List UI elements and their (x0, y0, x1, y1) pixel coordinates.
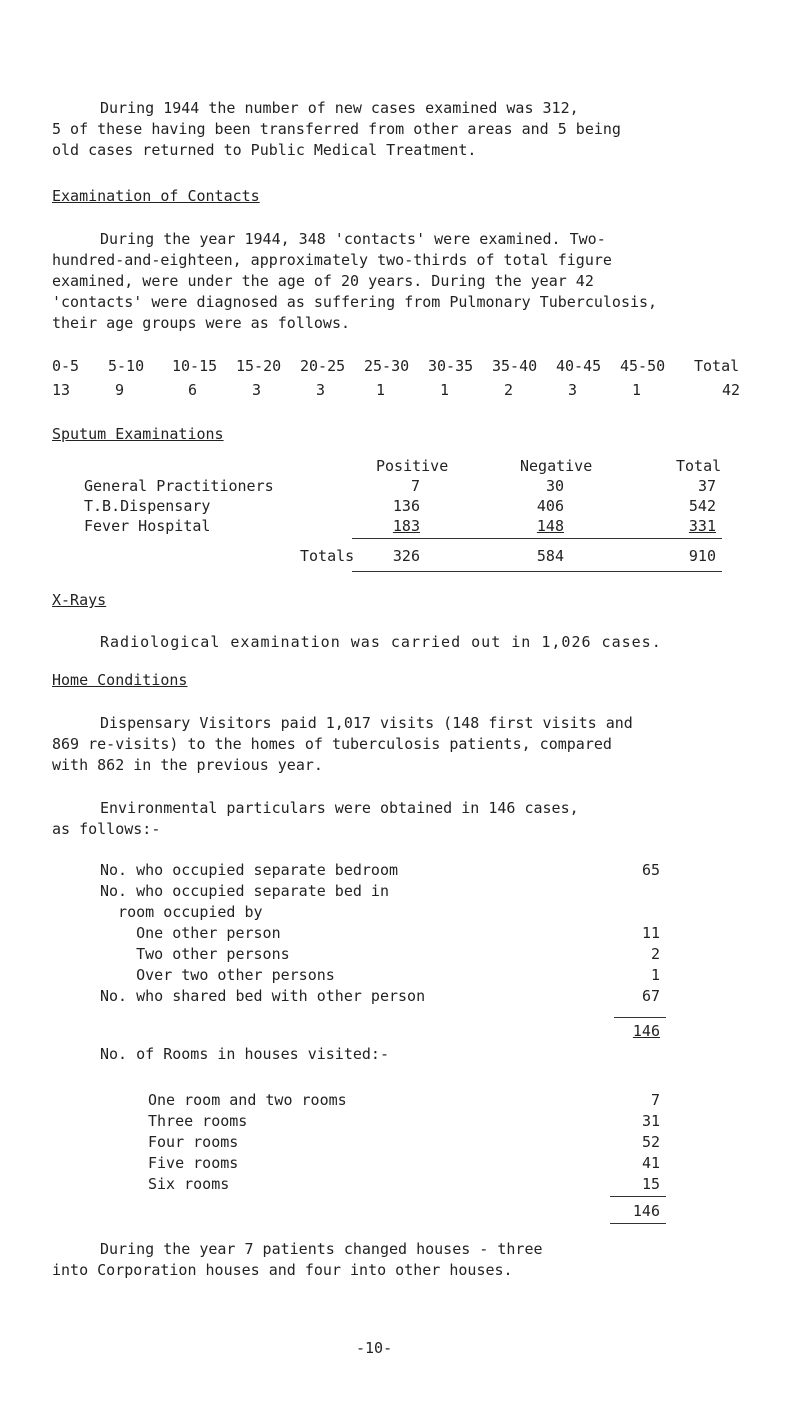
age-group-header-0-5: 0-5 (52, 357, 80, 375)
bedroom-row-label: room occupied by (100, 903, 263, 921)
sputum-row-total: 331 (688, 517, 716, 535)
sputum-col-negative: Negative (520, 457, 593, 475)
age-group-header-10-15: 10-15 (172, 357, 218, 375)
changed-line-2: into Corporation houses and four into other houses. (52, 1261, 513, 1279)
sputum-row-label: General Practitioners (84, 477, 274, 495)
changed-line-1: During the year 7 patients changed houses - three (100, 1240, 543, 1258)
contacts-heading: Examination of Contacts (52, 187, 260, 205)
bedroom-row-label: No. who shared bed with other person (100, 987, 426, 1005)
contacts-line-1: During the year 1944, 348 'contacts' were examined. Two- (100, 230, 606, 248)
age-count-25-30: 1 (376, 381, 386, 399)
sputum-row-positive: 7 (410, 477, 420, 495)
age-group-header-25-30: 25-30 (364, 357, 410, 375)
rooms-heading: No. of Rooms in houses visited:- (100, 1045, 389, 1063)
age-group-header-30-35: 30-35 (428, 357, 474, 375)
visits-line-3: with 862 in the previous year. (52, 756, 323, 774)
contacts-line-2: hundred-and-eighteen, approximately two-thirds of total figure (52, 251, 612, 269)
bedroom-total-rule (614, 1017, 666, 1018)
sputum-totals-rule (352, 571, 722, 572)
age-group-header-20-25: 20-25 (300, 357, 346, 375)
env-line-1: Environmental particulars were obtained in 146 cases, (100, 799, 579, 817)
bedroom-row-label: One other person (100, 924, 281, 942)
bedroom-row-label: Two other persons (100, 945, 290, 963)
age-count-15-20: 3 (252, 381, 262, 399)
env-line-2: as follows:- (52, 820, 161, 838)
bedroom-row-label: No. who occupied separate bedroom (100, 861, 399, 879)
age-count-35-40: 2 (504, 381, 514, 399)
sputum-totals-positive: 326 (392, 547, 420, 565)
rooms-row-value: 52 (641, 1133, 660, 1151)
sputum-row-negative: 406 (536, 497, 564, 515)
xrays-text: Radiological examination was carried out in 1,026 cases. (100, 633, 662, 651)
rooms-row-label: Four rooms (148, 1133, 239, 1151)
bedroom-row-label: No. who occupied separate bed in (100, 882, 389, 900)
bedroom-total: 146 (632, 1022, 660, 1040)
contacts-line-5: their age groups were as follows. (52, 314, 351, 332)
rooms-row-value: 41 (641, 1154, 660, 1172)
visits-line-1: Dispensary Visitors paid 1,017 visits (148 first visits and (100, 714, 633, 732)
sputum-totals-negative: 584 (536, 547, 564, 565)
bedroom-row-value: 67 (641, 987, 660, 1005)
rooms-row-value: 15 (641, 1175, 660, 1193)
age-count-total: 42 (722, 381, 741, 399)
contacts-line-3: examined, were under the age of 20 years. During the year 42 (52, 272, 594, 290)
sputum-col-positive: Positive (376, 457, 449, 475)
age-group-header-35-40: 35-40 (492, 357, 538, 375)
visits-line-2: 869 re-visits) to the homes of tuberculosis patients, compared (52, 735, 612, 753)
home-heading: Home Conditions (52, 671, 188, 689)
age-count-30-35: 1 (440, 381, 450, 399)
intro-line-2: 5 of these having been transferred from other areas and 5 being (52, 120, 621, 138)
age-group-header-15-20: 15-20 (236, 357, 282, 375)
age-group-header-5-10: 5-10 (108, 357, 145, 375)
sputum-row-total: 37 (697, 477, 716, 495)
rooms-row-label: Six rooms (148, 1175, 230, 1193)
rooms-row-value: 7 (650, 1091, 660, 1109)
rooms-total: 146 (632, 1202, 660, 1220)
rooms-row-value: 31 (641, 1112, 660, 1130)
age-group-header-total: Total (694, 357, 740, 375)
sputum-row-positive: 183 (392, 517, 420, 535)
sputum-row-total: 542 (688, 497, 716, 515)
sputum-totals-total: 910 (688, 547, 716, 565)
sputum-heading: Sputum Examinations (52, 425, 224, 443)
xrays-heading: X-Rays (52, 591, 107, 609)
age-count-45-50: 1 (632, 381, 642, 399)
age-count-20-25: 3 (316, 381, 326, 399)
age-count-40-45: 3 (568, 381, 578, 399)
age-group-header-45-50: 45-50 (620, 357, 666, 375)
bedroom-row-value: 1 (650, 966, 660, 984)
sputum-row-negative: 30 (545, 477, 564, 495)
age-count-10-15: 6 (188, 381, 198, 399)
bedroom-row-value: 65 (641, 861, 660, 879)
page-number: -10- (356, 1339, 393, 1357)
rooms-row-label: Three rooms (148, 1112, 248, 1130)
age-count-0-5: 13 (52, 381, 71, 399)
rooms-total-rule (610, 1196, 666, 1197)
sputum-col-total: Total (676, 457, 722, 475)
rooms-row-label: Five rooms (148, 1154, 239, 1172)
rooms-total-underline (610, 1223, 666, 1224)
sputum-row-positive: 136 (392, 497, 420, 515)
bedroom-row-value: 2 (650, 945, 660, 963)
intro-line-1: During 1944 the number of new cases examined was 312, (100, 99, 579, 117)
sputum-totals-label: Totals (300, 547, 355, 565)
sputum-row-label: Fever Hospital (84, 517, 211, 535)
age-count-5-10: 9 (115, 381, 125, 399)
intro-line-3: old cases returned to Public Medical Treatment. (52, 141, 477, 159)
sputum-row-negative: 148 (536, 517, 564, 535)
bedroom-row-value: 11 (641, 924, 660, 942)
contacts-line-4: 'contacts' were diagnosed as suffering from Pulmonary Tuberculosis, (52, 293, 658, 311)
rooms-row-label: One room and two rooms (148, 1091, 347, 1109)
sputum-subtotal-rule (352, 538, 722, 539)
age-group-header-40-45: 40-45 (556, 357, 602, 375)
bedroom-row-label: Over two other persons (100, 966, 335, 984)
sputum-row-label: T.B.Dispensary (84, 497, 211, 515)
